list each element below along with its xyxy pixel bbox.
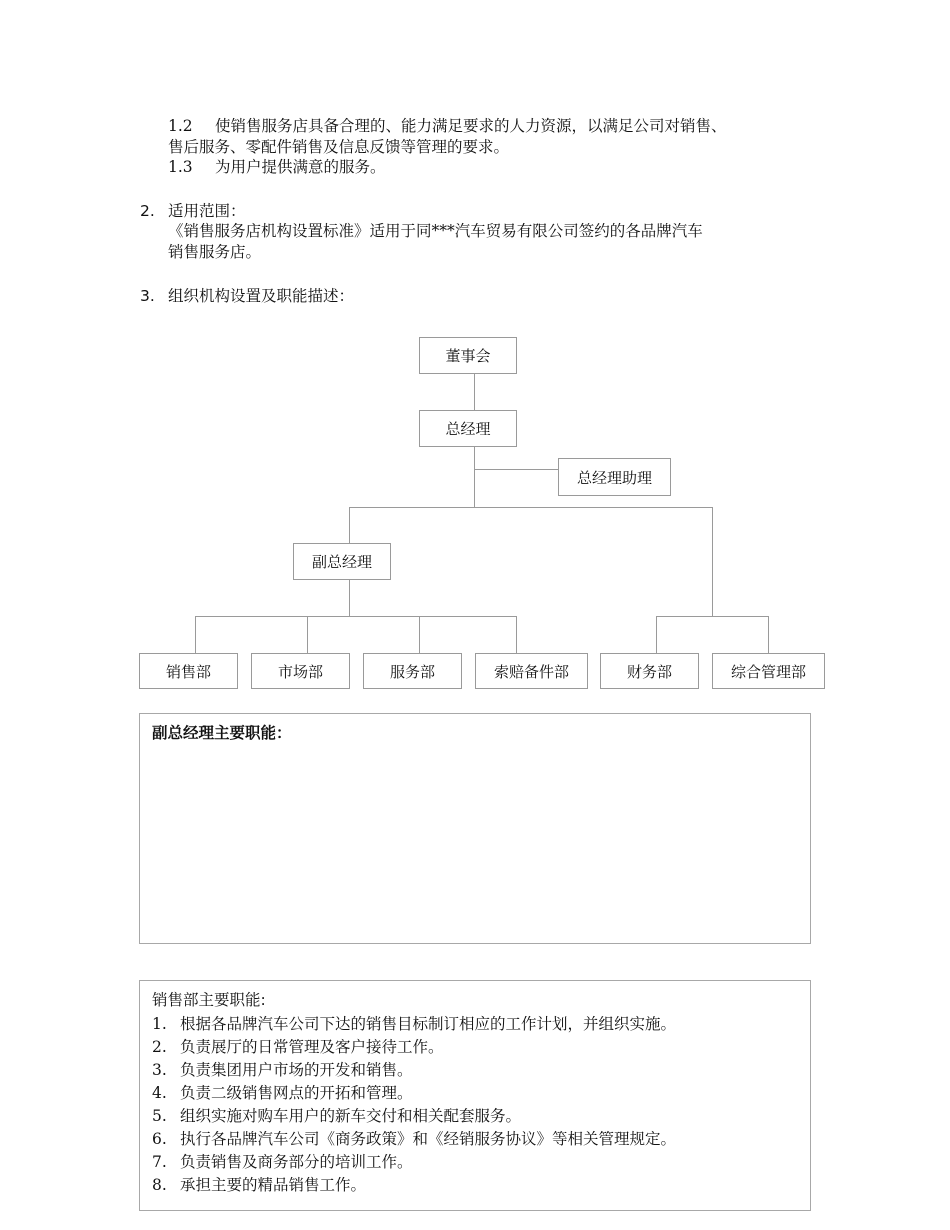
drop-parts <box>516 616 517 653</box>
sales-duty-item <box>152 1128 676 1151</box>
connector-gm-trunk <box>474 446 475 507</box>
scope-number: 2. <box>140 202 155 220</box>
sales-duty-number: 4. <box>152 1084 167 1102</box>
org-node-board: 董事会 <box>419 337 517 374</box>
sales-duty-item <box>152 1105 676 1128</box>
connector-deputy-trunk <box>349 580 350 616</box>
sales-duty-text: 负责销售及商务部分的培训工作。 <box>180 1153 413 1171</box>
scope-line2: 销售服务店。 <box>168 243 262 261</box>
drop-service <box>419 616 420 653</box>
sales-duty-item <box>152 1174 676 1197</box>
sales-duty-item <box>152 1013 676 1036</box>
sales-duties-list <box>152 1013 676 1197</box>
org-node-dept-parts: 索赔备件部 <box>475 653 588 689</box>
org-node-deputy-gm: 副总经理 <box>293 543 391 580</box>
connector-to-deputy <box>349 507 350 543</box>
deputy-gm-duties-title: 副总经理主要职能： <box>152 724 292 742</box>
org-node-dept-sales: 销售部 <box>139 653 238 689</box>
sales-duty-text: 负责展厅的日常管理及客户接待工作。 <box>180 1038 444 1056</box>
sales-duty-item <box>152 1082 676 1105</box>
deputy-gm-duties-panel <box>139 713 811 944</box>
org-node-dept-market: 市场部 <box>251 653 350 689</box>
sales-duty-number: 2. <box>152 1038 167 1056</box>
sales-duty-number: 8. <box>152 1176 167 1194</box>
org-node-gm: 总经理 <box>419 410 517 447</box>
connector-right-trunk <box>712 507 713 616</box>
sales-duty-item <box>152 1151 676 1174</box>
org-node-dept-service: 服务部 <box>363 653 462 689</box>
sales-duty-number: 6. <box>152 1130 167 1148</box>
sales-duty-text: 执行各品牌汽车公司《商务政策》和《经销服务协议》等相关管理规定。 <box>180 1130 677 1148</box>
sales-duty-text: 负责集团用户市场的开发和销售。 <box>180 1061 413 1079</box>
drop-market <box>307 616 308 653</box>
item-1-3-number: 1.3 <box>168 158 193 176</box>
sales-duty-number: 3. <box>152 1061 167 1079</box>
connector-board-gm <box>474 373 475 410</box>
connector-left-group <box>195 616 517 617</box>
drop-sales <box>195 616 196 653</box>
scope-heading: 适用范围： <box>168 202 246 220</box>
scope-line1: 《销售服务店机构设置标准》适用于同***汽车贸易有限公司签约的各品牌汽车 <box>168 222 703 240</box>
item-1-2-line1: 使销售服务店具备合理的、能力满足要求的人力资源，以满足公司对销售、 <box>215 117 727 135</box>
org-node-dept-finance: 财务部 <box>600 653 699 689</box>
sales-duty-text: 组织实施对购车用户的新车交付和相关配套服务。 <box>180 1107 522 1125</box>
sales-duty-text: 负责二级销售网点的开拓和管理。 <box>180 1084 413 1102</box>
org-section-heading: 组织机构设置及职能描述： <box>168 287 355 305</box>
sales-duty-item <box>152 1059 676 1082</box>
sales-duty-number: 5. <box>152 1107 167 1125</box>
sales-duty-text: 承担主要的精品销售工作。 <box>180 1176 367 1194</box>
org-node-dept-admin: 综合管理部 <box>712 653 825 689</box>
connector-right-group <box>656 616 769 617</box>
item-1-3-text: 为用户提供满意的服务。 <box>215 158 386 176</box>
drop-finance <box>656 616 657 653</box>
sales-duty-text: 根据各品牌汽车公司下达的销售目标制订相应的工作计划，并组织实施。 <box>180 1015 677 1033</box>
connector-gm-assistant <box>474 469 558 470</box>
sales-duties-panel <box>139 980 811 1211</box>
item-1-2-number: 1.2 <box>168 117 193 135</box>
sales-duty-item <box>152 1036 676 1059</box>
sales-duties-title: 销售部主要职能: <box>152 991 266 1009</box>
sales-duty-number: 1. <box>152 1015 167 1033</box>
org-node-gm-assistant: 总经理助理 <box>558 458 671 496</box>
connector-main-branch <box>349 507 713 508</box>
drop-admin <box>768 616 769 653</box>
item-1-2-line2: 售后服务、零配件销售及信息反馈等管理的要求。 <box>168 138 510 156</box>
sales-duty-number: 7. <box>152 1153 167 1171</box>
org-section-number: 3. <box>140 287 155 305</box>
